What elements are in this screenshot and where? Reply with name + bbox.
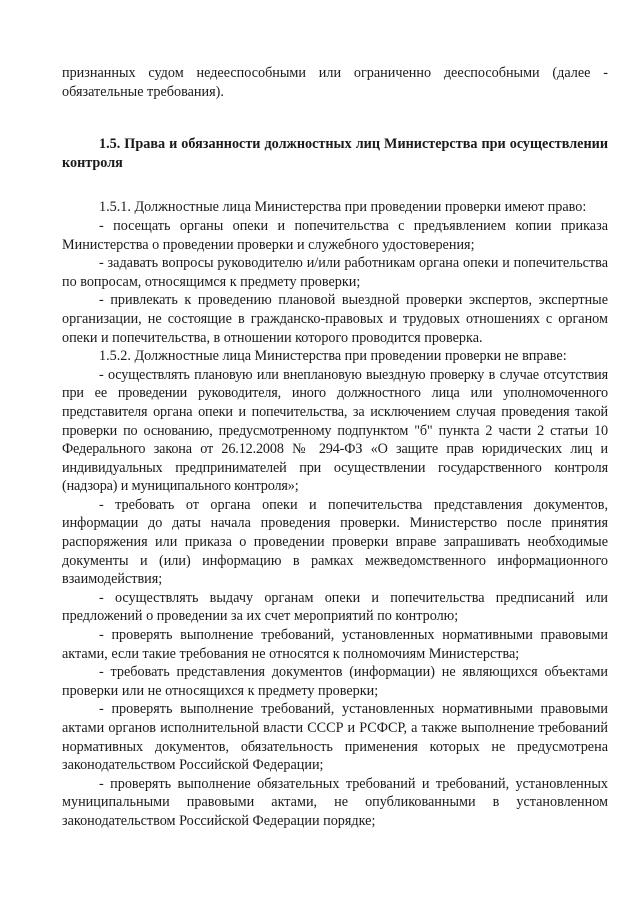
prohibition-item: - проверять выполнение требований, установленных нормативными правовыми актами, если такие требования не относятся к полномочиям Министерства; xyxy=(62,627,608,662)
paragraph-1-5-2: 1.5.2. Должностные лица Министерства при проведении проверки не вправе: xyxy=(99,348,567,365)
right-item: - задавать вопросы руководителю и/или работникам органа опеки и попечительства по вопросам, относящимся к предмету проверки; xyxy=(62,255,608,290)
paragraph-1-5-1: 1.5.1. Должностные лица Министерства при проведении проверки имеют право: xyxy=(99,199,587,216)
section-heading: 1.5. Права и обязанности должностных лиц Министерства при осуществлении контроля xyxy=(62,136,608,171)
document-page xyxy=(62,64,608,831)
prohibition-item: - проверять выполнение обязательных требований и требований, установленных муниципальными правовыми актами, не опубликованными в установленном законодательством Российской Федерации порядке; xyxy=(62,775,608,829)
prohibition-item: - требовать представления документов (информации) не являющихся объектами проверки или не относящихся к предмету проверки; xyxy=(62,664,608,699)
prohibition-item: - проверять выполнение требований, установленных нормативными правовыми актами органов исполнительной власти СССР и РСФСР, а также выполнение требований нормативных документов, обязательность применения которых не предусмотрена законодательством Российской Федерации; xyxy=(62,701,608,774)
prohibition-item: - осуществлять выдачу органам опеки и попечительства предписаний или предложений о проведении за их счет мероприятий по контролю; xyxy=(62,589,608,625)
right-item: - привлекать к проведению плановой выездной проверки экспертов, экспертные организации, не состоящие в гражданско-правовых и трудовых отношениях с органом опеки и попечительства, в отношении которого проводится проверка. xyxy=(62,292,608,346)
prohibition-item: - осуществлять плановую или внеплановую выездную проверку в случае отсутствия при ее проведении руководителя, иного должностного лица или уполномоченного представителя органа опеки и попечительства, за исключением случая проведения такой проверки по основанию, предусмотренному подпунктом "б" пункта 2 части 2 статьи 10 Федерального закона от 26.12.2008 № 294-ФЗ «О защите прав юридических лиц и индивидуальных предпринимателей при осуществлении государственного контроля (надзора) и муниципального контроля»; xyxy=(62,366,608,495)
continuation-paragraph: признанных судом недееспособными или ограниченно дееспособными (далее - обязательные требования). xyxy=(62,65,608,100)
right-item: - посещать органы опеки и попечительства с предъявлением копии приказа Министерства о проведении проверки и служебного удостоверения; xyxy=(62,217,608,253)
prohibition-item: - требовать от органа опеки и попечительства представления документов, информации до даты начала проведения проверки. Министерство после принятия распоряжения или приказа о проведении проверки вправе запрашивать необходимые документы и (или) информацию в рамках межведомственного информационного взаимодействия; xyxy=(62,496,608,588)
